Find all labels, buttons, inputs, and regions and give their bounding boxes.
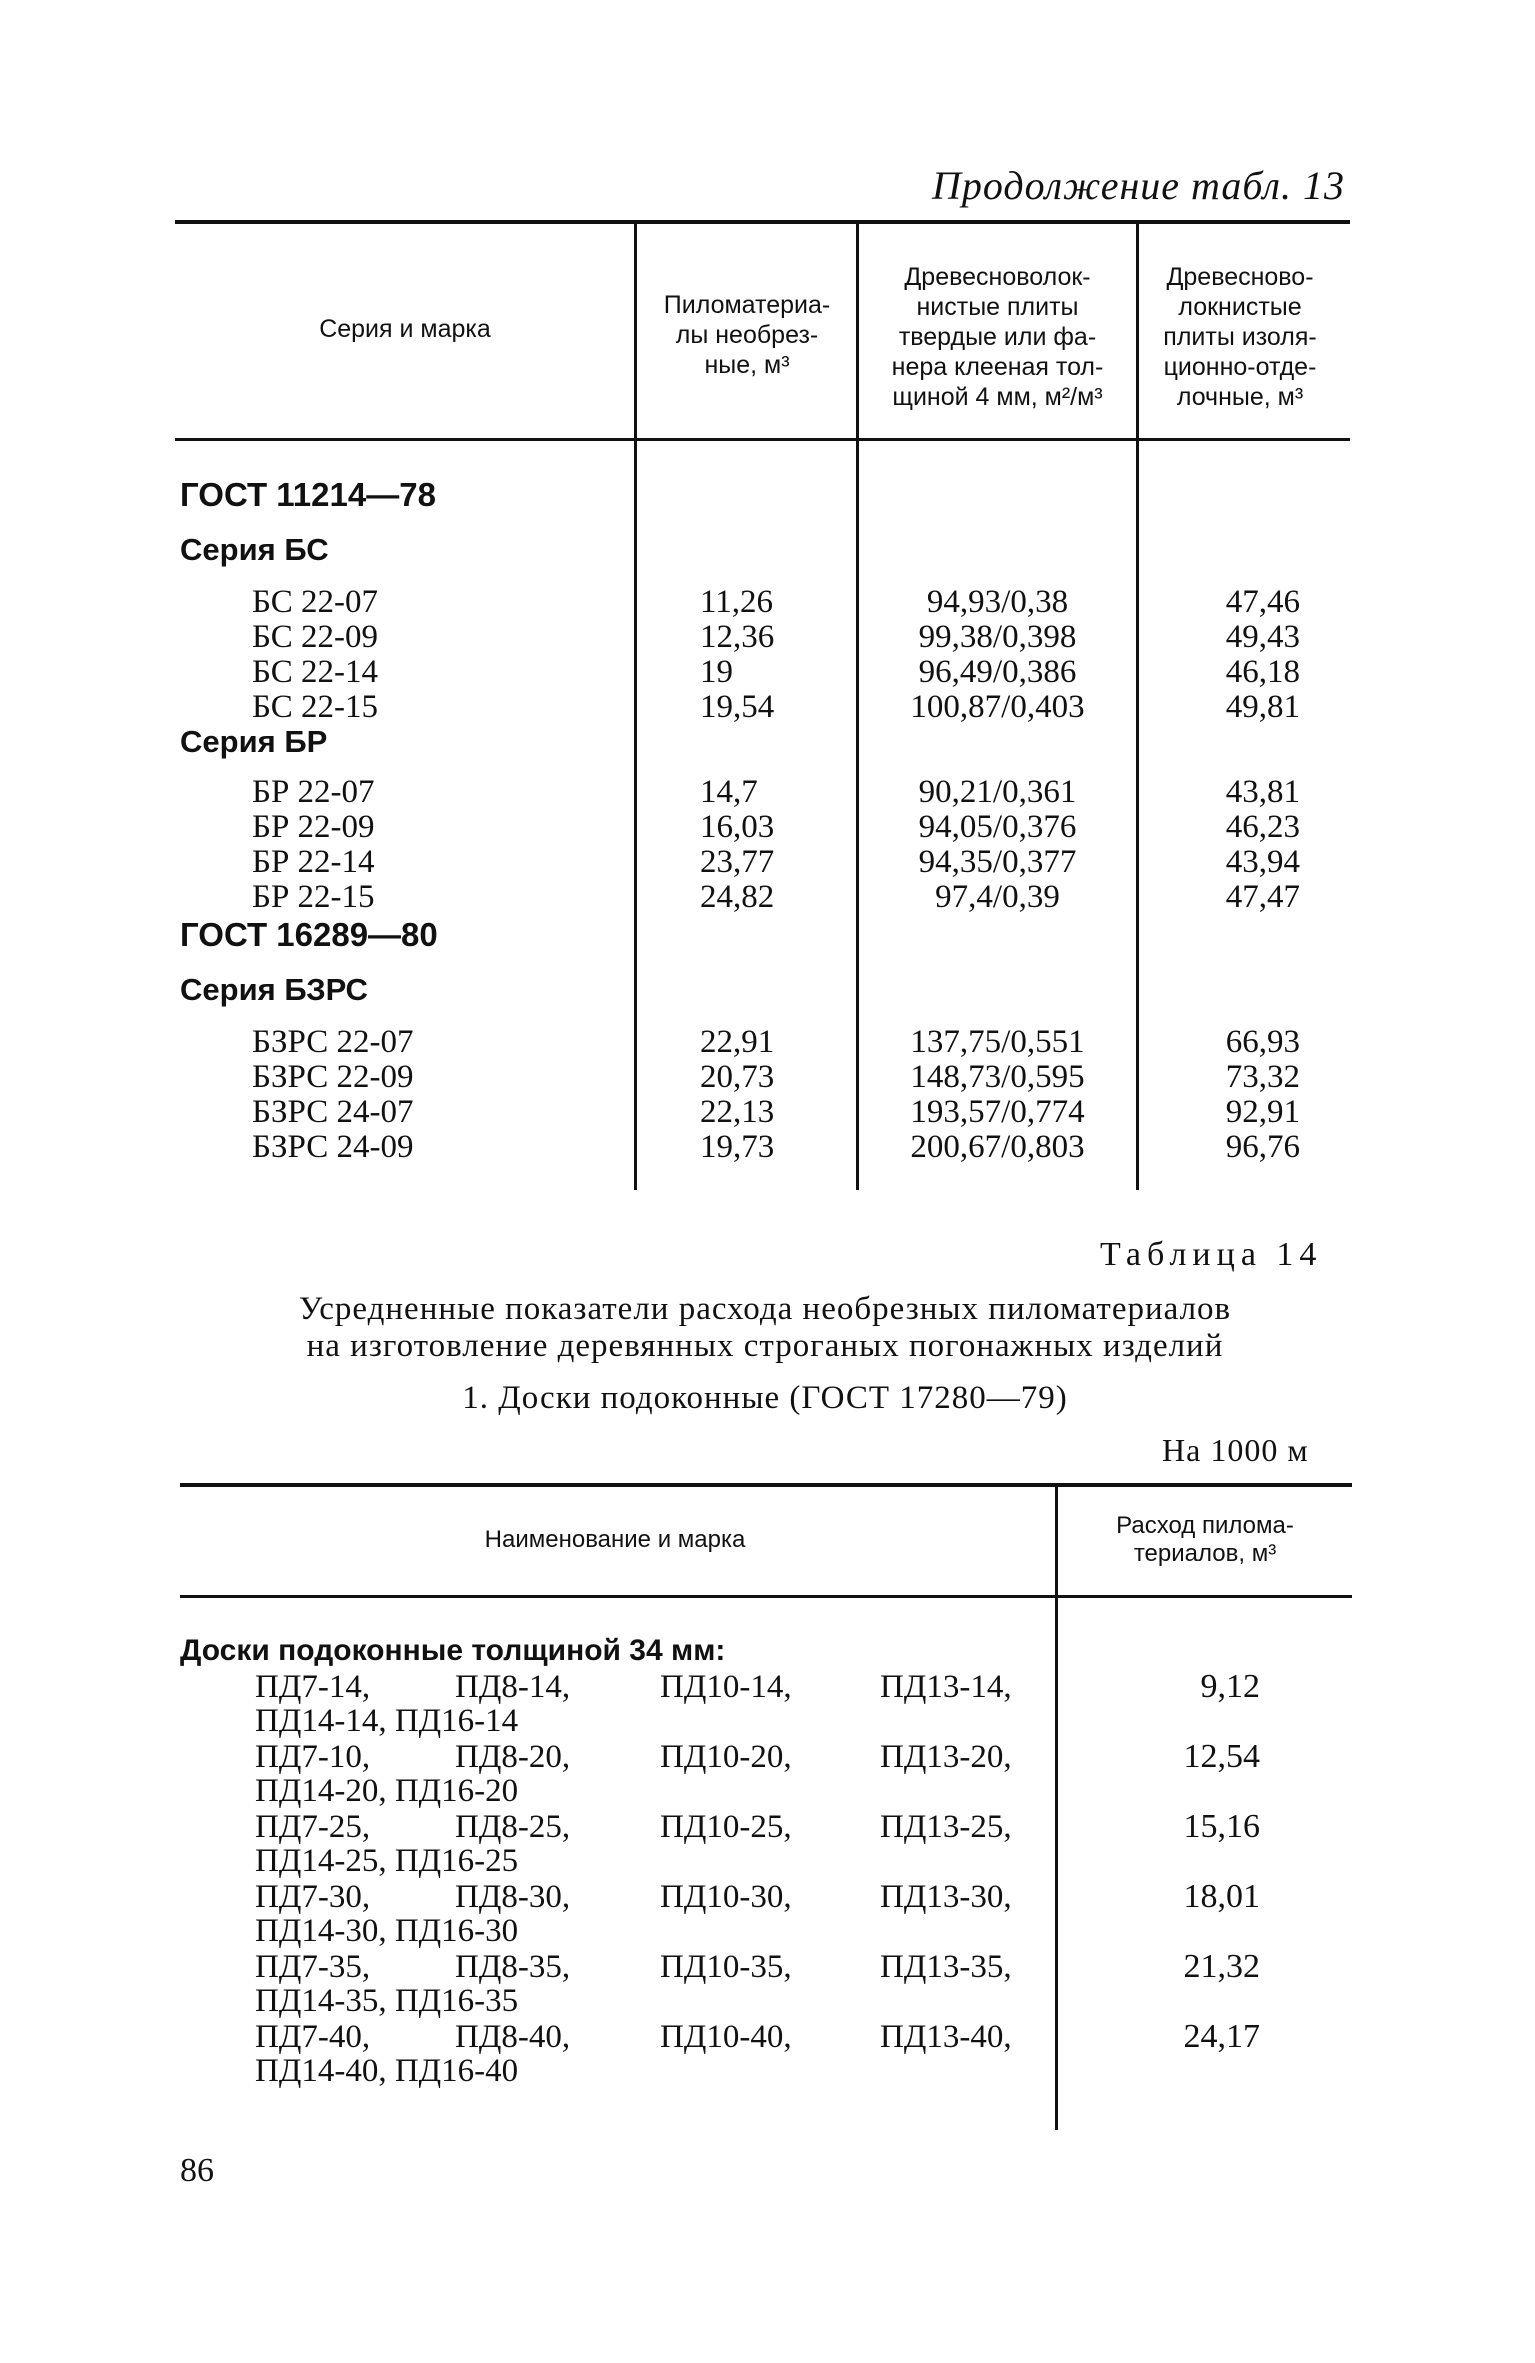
gost-16289: ГОСТ 16289—80 — [180, 916, 438, 953]
mark-3: ПД10-30, — [660, 1879, 792, 1915]
mark-2: ПД8-30, — [455, 1879, 571, 1915]
row-insulation-boards: 49,43 — [1225, 619, 1300, 655]
mark-line2: ПД14-30, ПД16-30 — [255, 1913, 519, 1949]
table14-caption-line2: на изготовление деревянных строганых погонажных изделий — [306, 1328, 1224, 1364]
row-insulation-boards: 92,91 — [1225, 1094, 1300, 1130]
row-lumber: 11,26 — [700, 584, 774, 620]
mark-line2: ПД14-40, ПД16-40 — [255, 2053, 519, 2089]
row-insulation-boards: 47,46 — [1225, 584, 1300, 620]
row-insulation-boards: 73,32 — [1225, 1059, 1300, 1095]
row-insulation-boards: 96,76 — [1225, 1129, 1300, 1165]
row-mark: БС 22-14 — [252, 654, 378, 690]
mark-2: ПД8-40, — [455, 2019, 571, 2055]
table14-caption-line1: Усредненные показатели расхода необрезных пиломатериалов — [298, 1291, 1232, 1327]
header-hard-boards: Древесноволок- нистые плиты твердые или фа- нера клееная тол- щиной 4 мм, м²/м³ — [891, 263, 1104, 411]
mark-1: ПД7-35, — [255, 1949, 371, 1985]
mark-4: ПД13-40, — [880, 2019, 1012, 2055]
series-br-heading: Серия БР — [180, 724, 328, 759]
row-hard-boards: 137,75/0,551 — [910, 1024, 1085, 1060]
row-mark: БР 22-07 — [252, 774, 375, 810]
board-group-heading: Доски подоконные толщиной 34 мм: — [180, 1634, 726, 1667]
row-lumber: 20,73 — [700, 1059, 775, 1095]
row-hard-boards: 96,49/0,386 — [918, 654, 1077, 690]
row-hard-boards: 99,38/0,398 — [918, 619, 1077, 655]
row-hard-boards: 94,05/0,376 — [918, 809, 1077, 845]
table14-header-rule — [180, 1595, 1352, 1598]
row-hard-boards: 200,67/0,803 — [910, 1129, 1085, 1165]
row-lumber: 22,91 — [700, 1024, 775, 1060]
row-mark: БР 22-15 — [252, 879, 375, 915]
row-insulation-boards: 43,81 — [1225, 774, 1300, 810]
row-hard-boards: 90,21/0,361 — [918, 774, 1077, 810]
header-lumber: Пиломатериа- лы необрез- ные, м³ — [663, 291, 831, 379]
row-lumber: 23,77 — [700, 844, 775, 880]
header-insulation-boards: Древесново- локнистые плиты изоля- ционно-отде- лочные, м³ — [1163, 263, 1317, 411]
row-hard-boards: 148,73/0,595 — [910, 1059, 1085, 1095]
continuation-label: Продолжение табл. 13 — [931, 163, 1345, 208]
mark-4: ПД13-35, — [880, 1949, 1012, 1985]
row-insulation-boards: 47,47 — [1225, 879, 1300, 915]
mark-2: ПД8-14, — [455, 1669, 571, 1705]
row-mark: БР 22-14 — [252, 844, 375, 880]
row-lumber: 16,03 — [700, 809, 775, 845]
mark-line2: ПД14-20, ПД16-20 — [255, 1773, 519, 1809]
row-hard-boards: 94,35/0,377 — [918, 844, 1077, 880]
table14-subtitle: 1. Доски подоконные (ГОСТ 17280—79) — [462, 1380, 1068, 1416]
mark-3: ПД10-35, — [660, 1949, 792, 1985]
mark-3: ПД10-14, — [660, 1669, 792, 1705]
mark-1: ПД7-40, — [255, 2019, 371, 2055]
row-mark: БЗРС 24-07 — [252, 1094, 414, 1130]
row-hard-boards: 94,93/0,38 — [926, 584, 1069, 620]
mark-2: ПД8-20, — [455, 1739, 571, 1775]
consumption-value: 12,54 — [1183, 1738, 1260, 1775]
row-lumber: 19,54 — [700, 689, 775, 725]
row-lumber: 19 — [700, 654, 733, 690]
row-insulation-boards: 49,81 — [1225, 689, 1300, 725]
table14-top-rule — [180, 1483, 1352, 1487]
mark-1: ПД7-10, — [255, 1739, 371, 1775]
header-series: Серия и марка — [319, 315, 491, 343]
header-name: Наименование и марка — [484, 1526, 746, 1553]
mark-4: ПД13-14, — [880, 1669, 1012, 1705]
table14-title: Таблица 14 — [1100, 1236, 1323, 1273]
row-insulation-boards: 46,18 — [1225, 654, 1300, 690]
mark-line2: ПД14-14, ПД16-14 — [255, 1703, 519, 1739]
series-bzrs-heading: Серия БЗРС — [180, 972, 368, 1007]
mark-3: ПД10-40, — [660, 2019, 792, 2055]
table13-top-rule — [175, 220, 1350, 224]
table13-divider-2 — [856, 222, 859, 1190]
mark-1: ПД7-30, — [255, 1879, 371, 1915]
mark-1: ПД7-14, — [255, 1669, 371, 1705]
table13-divider-1 — [634, 222, 637, 1190]
table14-unit: На 1000 м — [1162, 1432, 1309, 1468]
row-mark: БР 22-09 — [252, 809, 375, 845]
mark-4: ПД13-20, — [880, 1739, 1012, 1775]
mark-line2: ПД14-25, ПД16-25 — [255, 1843, 519, 1879]
series-bs-heading: Серия БС — [180, 532, 329, 567]
mark-2: ПД8-25, — [455, 1809, 571, 1845]
mark-1: ПД7-25, — [255, 1809, 371, 1845]
mark-2: ПД8-35, — [455, 1949, 571, 1985]
page-number: 86 — [180, 2152, 214, 2189]
gost-11214: ГОСТ 11214—78 — [180, 476, 436, 513]
mark-4: ПД13-30, — [880, 1879, 1012, 1915]
mark-4: ПД13-25, — [880, 1809, 1012, 1845]
consumption-value: 24,17 — [1183, 2018, 1260, 2055]
row-insulation-boards: 43,94 — [1225, 844, 1300, 880]
row-hard-boards: 193,57/0,774 — [910, 1094, 1085, 1130]
row-mark: БЗРС 22-07 — [252, 1024, 414, 1060]
consumption-value: 15,16 — [1183, 1808, 1260, 1845]
row-lumber: 22,13 — [700, 1094, 775, 1130]
row-lumber: 14,7 — [700, 774, 758, 810]
row-hard-boards: 100,87/0,403 — [910, 689, 1085, 725]
consumption-value: 9,12 — [1200, 1668, 1260, 1705]
row-lumber: 12,36 — [700, 619, 775, 655]
table14-divider — [1055, 1485, 1058, 2130]
mark-3: ПД10-20, — [660, 1739, 792, 1775]
row-mark: БС 22-09 — [252, 619, 378, 655]
consumption-value: 18,01 — [1183, 1878, 1260, 1915]
row-lumber: 24,82 — [700, 879, 775, 915]
mark-3: ПД10-25, — [660, 1809, 792, 1845]
row-mark: БС 22-15 — [252, 689, 378, 725]
row-mark: БС 22-07 — [252, 584, 378, 620]
row-insulation-boards: 66,93 — [1225, 1024, 1300, 1060]
table13-divider-3 — [1136, 222, 1139, 1190]
mark-line2: ПД14-35, ПД16-35 — [255, 1983, 519, 2019]
header-consumption: Расход пилома- териалов, м³ — [1116, 1512, 1294, 1567]
row-hard-boards: 97,4/0,39 — [935, 879, 1060, 915]
row-insulation-boards: 46,23 — [1225, 809, 1300, 845]
row-lumber: 19,73 — [700, 1129, 775, 1165]
row-mark: БЗРС 24-09 — [252, 1129, 414, 1165]
table13-header-rule — [175, 438, 1350, 441]
row-mark: БЗРС 22-09 — [252, 1059, 414, 1095]
consumption-value: 21,32 — [1183, 1948, 1260, 1985]
